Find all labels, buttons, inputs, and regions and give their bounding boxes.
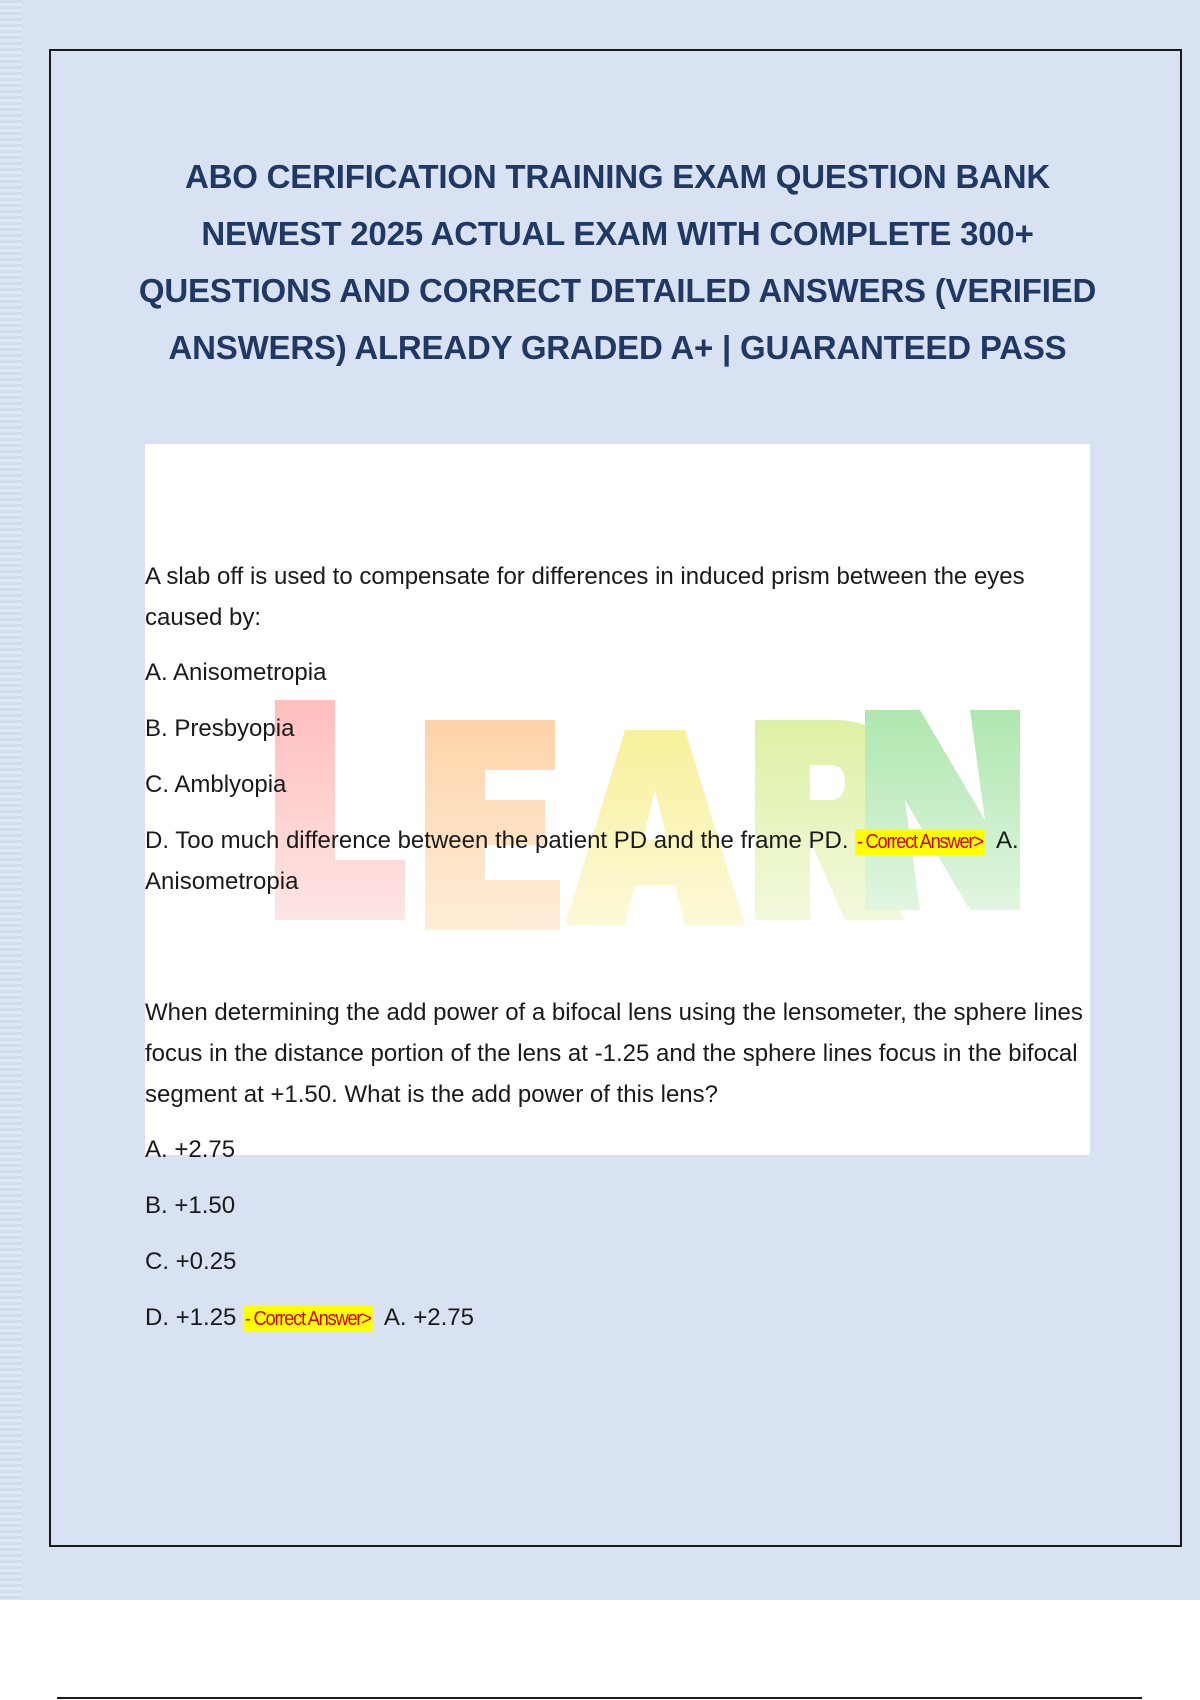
correct-answer-tag: - Correct Answer> — [857, 831, 983, 853]
document-title: ABO CERIFICATION TRAINING EXAM QUESTION BANK NEWEST 2025 ACTUAL EXAM WITH COMPLETE 300+ QUESTIONS AND CORRECT DETAILED ANSWERS (VERIFIED ANSWERS) ALREADY GRADED A+ | GUARANTEED PASS — [138, 158, 1097, 366]
option-d-with-answer — [145, 820, 1090, 902]
question-item-2 — [145, 992, 1090, 1338]
question-text: A slab off is used to compensate for differences in induced prism between the eyes caused by: — [145, 563, 1025, 631]
option-d-with-answer — [145, 1297, 1090, 1338]
option-c: C. +0.25 — [145, 1248, 237, 1275]
page-bottom-rule — [57, 1697, 1142, 1699]
option-b: B. Presbyopia — [145, 715, 295, 742]
option-c: C. Amblyopia — [145, 771, 287, 798]
question-spacer — [145, 917, 1090, 992]
question-item-1 — [145, 556, 1090, 902]
question-list — [145, 556, 1090, 1353]
option-a: A. +2.75 — [145, 1136, 236, 1163]
correct-answer-text: A. +2.75 — [383, 1304, 474, 1331]
correct-answer-text: A. Anisometropia — [145, 827, 1019, 895]
option-b: B. +1.50 — [145, 1192, 236, 1219]
correct-answer-tag: - Correct Answer> — [244, 1308, 371, 1330]
question-text: When determining the add power of a bifocal lens using the lensometer, the sphere lines focus in the distance portion of the lens at -1.25 and the sphere lines focus in the bifocal segment at +1.50. What is the add power of this lens? — [145, 999, 1083, 1108]
option-a: A. Anisometropia — [145, 659, 327, 686]
option-d: D. +1.25 — [145, 1304, 237, 1331]
option-d: D. Too much difference between the patient PD and the frame PD. — [145, 827, 849, 854]
